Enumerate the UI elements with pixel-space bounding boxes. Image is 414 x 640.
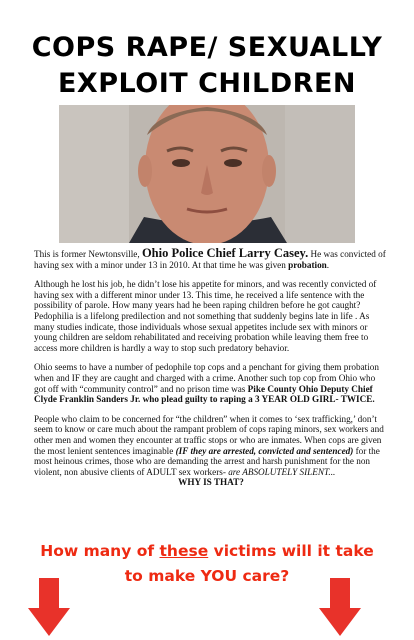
callout-post: victims will it take xyxy=(208,542,374,560)
p1-bold-word: probation xyxy=(288,259,327,270)
p4-bold-italic: (IF they are arrested, convicted and sentenced) xyxy=(175,445,354,456)
paragraph-1 xyxy=(34,248,388,270)
portrait-photo xyxy=(59,105,355,243)
p1-text-end: . xyxy=(326,259,330,270)
down-arrow-icon xyxy=(319,578,361,636)
p4-question: WHY IS THAT? xyxy=(178,477,244,488)
p1-name: Ohio Police Chief Larry Casey. xyxy=(141,246,309,260)
down-arrow-icon xyxy=(28,578,70,636)
headline xyxy=(0,30,414,102)
p4-text-pre: People who claim to be concerned for “the children” when it comes to ‘sex trafficking,’ don’t seem to know or care much about the rampant problem of cops raping minors, sex workers and other men and women they encounter at traffic stops or who are inmates. When cops are given the most lenient sentences imaginable xyxy=(34,413,384,456)
p3-text-pre: Ohio seems to have a number of pedophile top cops and a penchant for giving them probation when and IF they are caught and charged with a crime. Another such top cop from Ohio who got off with “community control” and no prison time was xyxy=(34,362,379,394)
paragraph-4 xyxy=(34,414,388,488)
headline-line-2: EXPLOIT CHILDREN xyxy=(57,68,356,99)
face-illustration xyxy=(59,105,355,243)
p1-text-mid: He was convicted of having sex with a minor under 13 in 2010. At that time he was given xyxy=(34,249,386,270)
callout-line-2: to make YOU care? xyxy=(124,567,290,585)
p3-bold: Pike County Ohio Deputy Chief Clyde Franklin Sanders Jr. who plead guilty to raping a 3 YEAR OLD GIRL- TWICE. xyxy=(34,383,375,405)
headline-line-1: COPS RAPE/ SEXUALLY xyxy=(31,32,383,63)
p4-italic: are ABSOLUTELY SILENT... xyxy=(228,466,336,477)
callout-line-1 xyxy=(0,539,414,564)
paragraph-3 xyxy=(34,362,388,404)
callout-pre: How many of xyxy=(40,542,160,560)
article-body xyxy=(34,248,388,497)
paragraph-2: Although he lost his job, he didn’t lose his appetite for minors, and was recently convicted of having sex with a different minor under 13. This time, he received a life sentence with the possibility of parole. How many years had he been raping children before he got caught? Pedophilia is a lifelong predilection and not something that suddenly begins late in life . As many studies indicate, those individuals whose sexual appetites include sex with minors or young children are seldom rehabilitated and receiving probation while leaving them free to access more children is hardly a way to stop such predatory behavior. xyxy=(34,279,377,353)
p1-text-pre: This is former Newtonsville, xyxy=(34,249,142,259)
p4-text-mid: for the most heinous crimes, those who are demanding the arrest and harsh punishment for the non violent, non abusive clients of ADULT sex workers- xyxy=(34,445,380,477)
callout-underlined: these xyxy=(159,542,209,560)
